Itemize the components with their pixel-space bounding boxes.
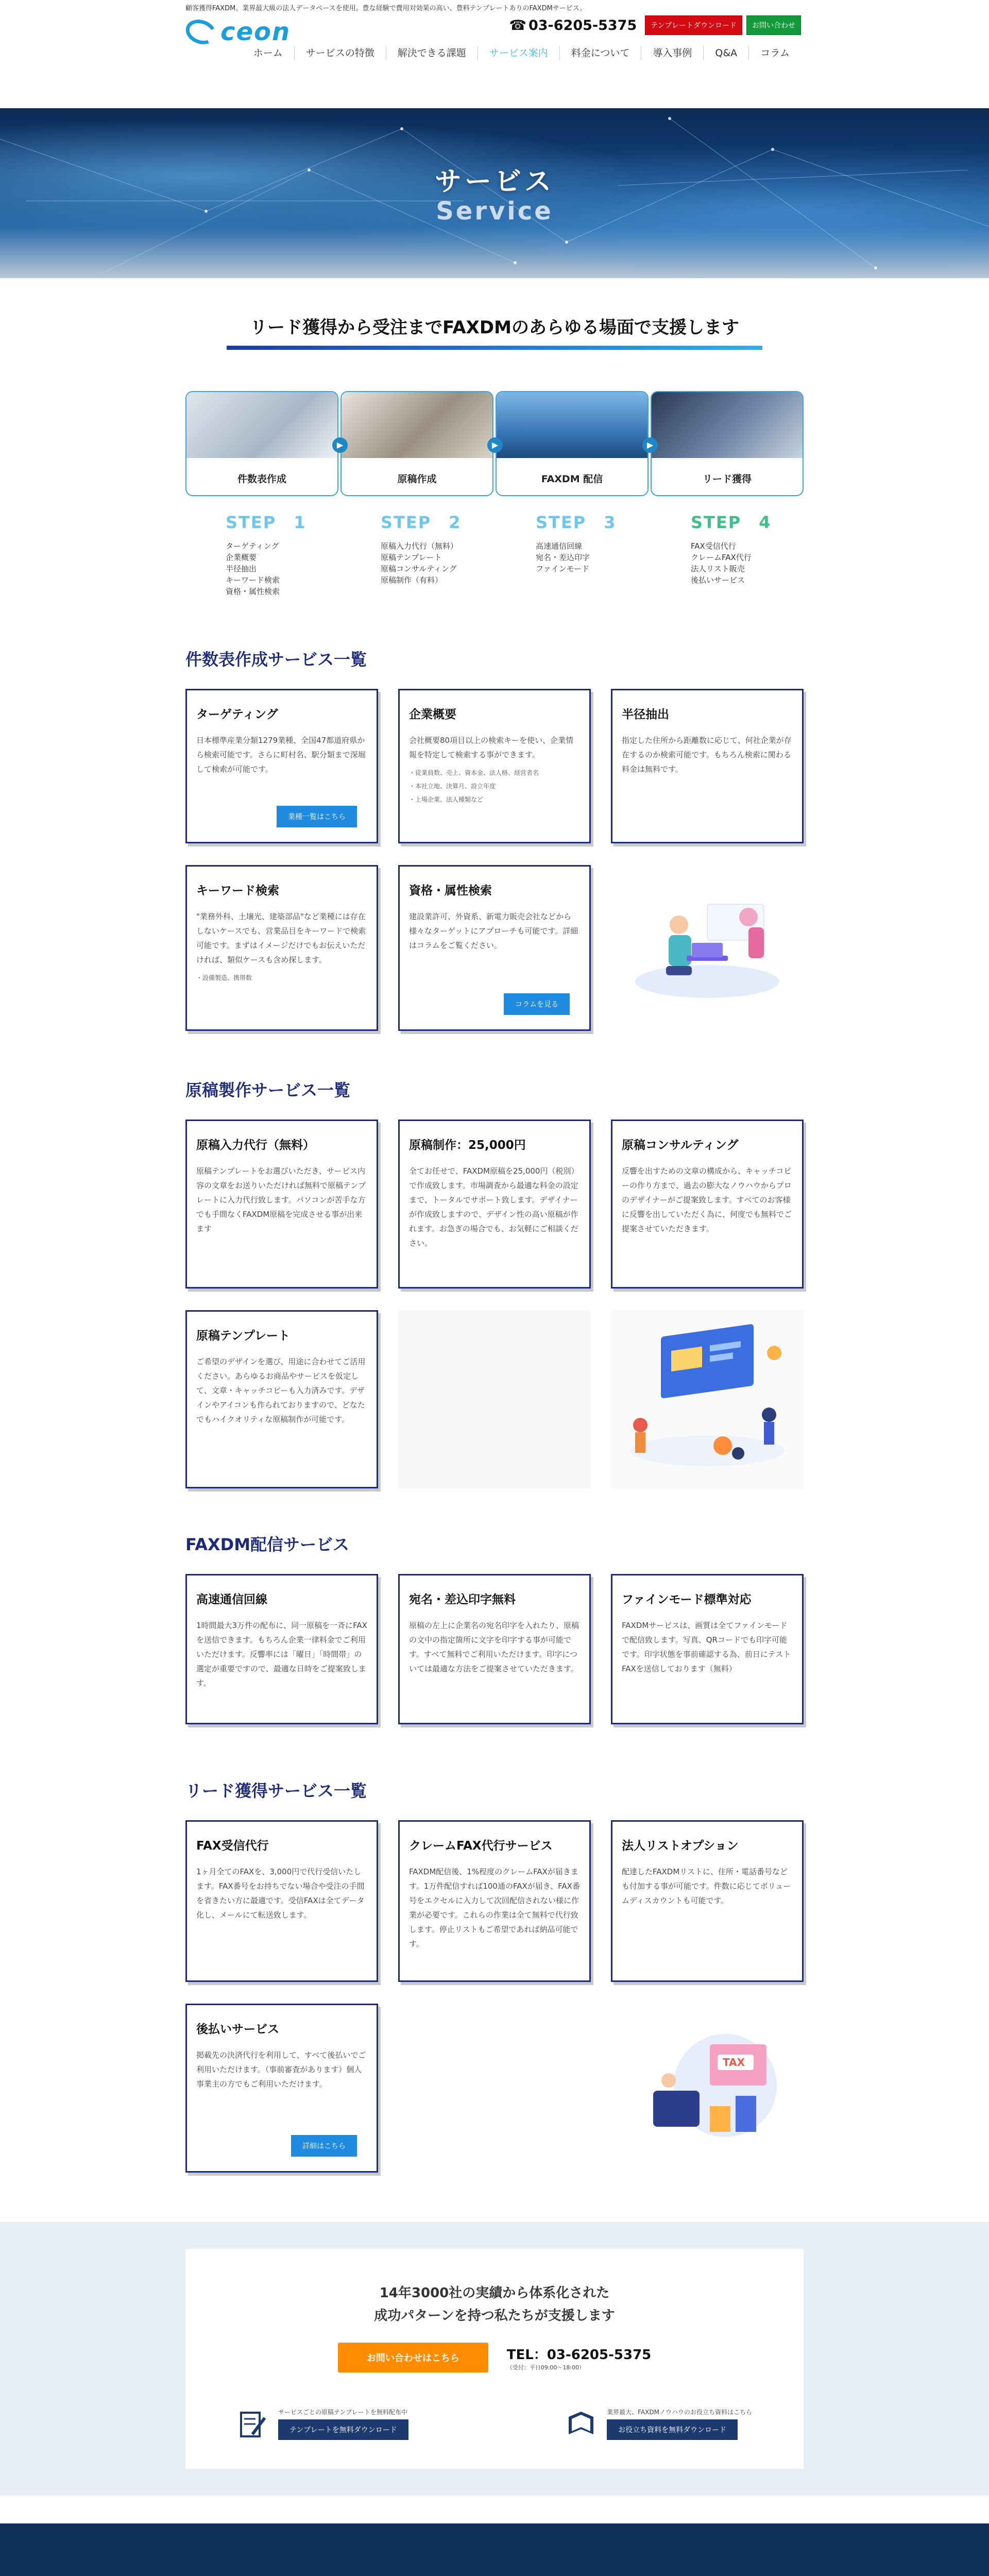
service-card-production (398, 1120, 591, 1289)
card-text: 反響を出すための文章の構成から、キャッチコピーの作り方まで、過去の膨大なノウハウからプロのデザイナーがご提案致します。すべてのお客様に反響を出していただく為に、何度でも無料でご提案させていただきます。 (622, 1166, 792, 1233)
card-title: 半径抽出 (622, 708, 669, 721)
service-card-fine-mode (611, 1574, 804, 1724)
card-text: 1ヶ月全てのFAXを、3,000円で代行受信いたします。FAX番号をお持ちでない場合や受注の手間を省きたい方に最適です。受信FAXは全てデータ化し、メールにて転送致します。 (196, 1867, 365, 1920)
card-title: ファインモード標準対応 (622, 1593, 752, 1606)
card-text: 建設業許可、外資系、新電力販売会社などから様々なターゲットにアプローチも可能です。詳細はコラムをご覧ください。 (409, 912, 578, 950)
hero-title: サービス (434, 166, 554, 197)
footer-nav-col3 (703, 2573, 811, 2576)
site-footer (0, 2523, 989, 2576)
document-chart-photo (186, 392, 337, 458)
service-card-input-proxy (185, 1120, 378, 1289)
footer-link[interactable] (487, 2573, 595, 2576)
card-text: 会社概要80項目以上の検索キーを使い、企業情報を特定して検索する事ができます。 (409, 736, 574, 759)
step-item: ファインモード (536, 564, 590, 573)
section-title: 件数表作成サービス一覧 (185, 650, 367, 669)
card-title: 後払いサービス (196, 2023, 279, 2036)
card-title: 原稿制作：25,000円 (409, 1139, 526, 1152)
contact-box (185, 2249, 804, 2469)
service-card-targeting (185, 689, 378, 843)
step-item: 宛名・差込印字 (536, 553, 590, 562)
step-label: FAXDM 配信 (541, 473, 603, 485)
step-item: 企業概要 (226, 553, 257, 562)
nav-home[interactable]: ホーム (253, 47, 283, 59)
service-card-corporate-list (611, 1820, 804, 1982)
step-item: 原稿コンサルティング (381, 564, 457, 573)
card-text: FAXDMサービスは、画質は全てファインモードで配信致します。写真、QRコードでも印字可能です。印字状態を事前確認する為、前日にテストFAXを送信しております（無料） (622, 1621, 791, 1673)
card-text: FAXDM配信後、1%程度のクレームFAXが届きます。1万件配信すれば100通のFAXが届き、FAX番号をエクセルに入力して次回配信されない様に作業が必要です。これらの作業は全て無料で代行致します。停止リストもご希望であれば納品可能です。 (409, 1867, 580, 1948)
card-title: 高速通信回線 (196, 1593, 267, 1606)
section-title: 原稿製作サービス一覧 (185, 1080, 351, 1100)
service-card-qualification (398, 865, 591, 1031)
contact-heading-line2: 成功パターンを持つ私たちが支援します (374, 2308, 615, 2324)
nav-issues[interactable]: 解決できる課題 (386, 46, 478, 60)
material-download-caption: 業界最大、FAXDMノウハウのお役立ち資料はこちら (607, 2409, 752, 2416)
service-card-fax-reception (185, 1820, 378, 1982)
card-title: 企業概要 (409, 708, 456, 721)
arrow-right-icon: ▶ (642, 437, 658, 453)
service-card-template (185, 1310, 378, 1488)
step-number: STEP 2 (381, 513, 462, 532)
nav-qa[interactable]: Q&A (703, 46, 748, 60)
industry-list-button[interactable]: 業種一覧はこちら (277, 806, 357, 827)
template-download-button[interactable]: テンプレートダウンロード (645, 15, 742, 35)
step-number: STEP 3 (536, 513, 617, 532)
global-nav (242, 46, 801, 60)
contact-heading-line1: 14年3000社の実績から体系化された (379, 2285, 610, 2301)
contact-hours: （受付：平日09:00〜18:00） (506, 2364, 585, 2371)
service-card-keyword (185, 865, 378, 1031)
tax-illustration (611, 2004, 804, 2173)
nav-column[interactable]: コラム (748, 46, 801, 60)
intro-title: リード獲得から受注までFAXDMのあらゆる場面で支援します (250, 317, 739, 338)
material-download-cta[interactable]: お役立ち資料を無料ダウンロード (607, 2419, 738, 2440)
arrow-right-icon: ▶ (487, 437, 503, 453)
step-2 (340, 391, 499, 597)
step-label: 件数表作成 (237, 473, 286, 485)
arrow-right-icon: ▶ (332, 437, 348, 453)
service-card-radius (611, 689, 804, 843)
writing-hand-photo (342, 392, 492, 458)
empty-placeholder (398, 1310, 591, 1488)
nav-cases[interactable]: 導入事例 (641, 46, 703, 60)
section-delivery (185, 1532, 804, 1724)
header-tel[interactable] (509, 18, 637, 33)
logo-icon (182, 15, 219, 48)
card-bullet: ・本社立地、決算月、設立年度 (409, 783, 496, 790)
section-lead (185, 1778, 804, 2173)
contact-tel-number: TEL：03-6205-5375 (506, 2347, 652, 2363)
template-download-block (237, 2408, 408, 2440)
card-title: 宛名・差込印字無料 (409, 1593, 516, 1606)
svg-text:TAX: TAX (723, 2056, 745, 2069)
header-tel-number: 03-6205-5375 (528, 17, 637, 33)
step-item: ターゲティング (226, 541, 279, 551)
person-laptop-illustration (611, 865, 804, 1031)
inquiry-button[interactable]: お問い合わせはこちら (338, 2343, 488, 2372)
book-icon (566, 2410, 596, 2438)
phone-icon: ☎ (509, 17, 526, 33)
nav-services[interactable]: サービス案内 (478, 46, 559, 60)
card-text: "業務外科、土壌光、建築部品"など業種には存在しないケースでも、営業品目をキーワードで検索可能です。まずはイメージだけでもお伝えいただければ、類似ケースも含め探します。 (196, 912, 366, 964)
footer-nav-col2 (595, 2573, 703, 2576)
hero-subtitle: Service (436, 197, 553, 226)
details-button[interactable]: 詳細はこちら (291, 2135, 357, 2157)
contact-band (0, 2222, 989, 2496)
step-item: FAX受信代行 (691, 541, 736, 551)
card-text: 1時間最大3万件の配布に、同一原稿を一斉にFAXを送信できます。もちろん企業一律料金でご利用いただけます。反響率には「曜日」「時間帯」の選定が重要ですので、最適な日時をご提案致します。 (196, 1621, 367, 1688)
step-item: キーワード検索 (226, 575, 280, 585)
card-title: 資格・属性検索 (409, 884, 492, 897)
step-item: 高速通信回線 (536, 541, 583, 551)
card-bullet: ・設備製造、携帯数 (196, 974, 252, 981)
card-bullet: ・上場企業、法人種類など (409, 796, 484, 803)
card-title: 原稿コンサルティング (622, 1139, 739, 1152)
step-4 (651, 391, 804, 597)
card-title: キーワード検索 (196, 884, 279, 897)
contact-tel[interactable] (507, 2344, 652, 2371)
card-title: 法人リストオプション (622, 1839, 739, 1853)
card-text: 掲載先の決済代行を利用して、すべて後払いでご利用いただけます。（事前審査があります）個人事業主の方でもご利用いただけます。 (196, 2050, 366, 2089)
column-button[interactable]: コラムを見る (504, 993, 570, 1015)
contact-button[interactable]: お問い合わせ (746, 15, 801, 35)
card-title: ターゲティング (196, 708, 278, 721)
step-item: 原稿入力代行（無料） (381, 541, 458, 551)
section-title: リード獲得サービス一覧 (185, 1781, 367, 1801)
footer-link[interactable] (703, 2573, 811, 2576)
step-number: STEP 4 (691, 513, 772, 532)
dashboard-team-illustration (611, 1310, 804, 1488)
card-text: 日本標準産業分類1279業種、全国47都道府県から検索可能です。さらに町村名、駅分類まで深堀して検索が可能です。 (196, 736, 366, 774)
template-download-caption: サービスごとの原稿テンプレートを無料配布中 (278, 2409, 407, 2416)
step-3 (496, 391, 654, 597)
site-logo[interactable] (185, 18, 291, 46)
section-manuscript (185, 1077, 804, 1488)
document-pen-icon (237, 2410, 268, 2438)
step-item: 法人リスト販売 (691, 564, 745, 573)
section-list-creation (185, 647, 804, 1031)
step-label: リード獲得 (702, 473, 752, 485)
card-text: ご希望のデザインを選び、用途に合わせてご活用ください。あらゆるお商品やサービスを仮定して、文章・キャッチコピーも入力済みです。デザインやアイコンも作られておりますので、どなたでもハイクオリティな原稿制作が可能です。 (196, 1357, 366, 1424)
handshake-photo (652, 392, 803, 458)
card-bullet: ・従業員数、売上、資本金、法人格、経営者名 (409, 769, 539, 776)
nav-features[interactable]: サービスの特徴 (294, 46, 386, 60)
card-text: 原稿の左上に企業名の宛名印字を入れたり、原稿の文中の指定箇所に文字を印字する事が可能です。すべて無料でご利用いただけます。印字については最適な方法をご提案させていただきます。 (409, 1621, 579, 1673)
step-item: 資格・属性検索 (226, 587, 280, 596)
step-flow (185, 391, 804, 597)
card-text: 全てお任せで、FAXDM原稿を25,000円（税別）で作成致します。市場調査から最適な料金の設定まで、トータルでサポート致します。デザイナーが作成致しますので、デザイン性の高い原稿が作れます。お急ぎの場合でも、お気軽にご相談ください。 (409, 1166, 579, 1248)
nav-pricing[interactable]: 料金について (559, 46, 641, 60)
city-skyline-photo (497, 392, 647, 458)
card-text: 配達したFAXDMリストに、住所・電話番号なども付加する事が可能です。件数に応じてボリュームディスカウントも可能です。 (622, 1867, 791, 1905)
step-item: クレームFAX代行 (691, 553, 752, 562)
step-item: 原稿制作（有料） (381, 575, 443, 585)
card-text: 原稿テンプレートをお選びいただき、サービス内容の文章をお送りいただければ無料で原稿テンプレートに入力代行致します。パソコンが苦手な方でも手間なくFAXDM原稿を完成させる事が出来ます (196, 1166, 366, 1233)
footer-link[interactable] (595, 2573, 703, 2576)
card-title: FAX受信代行 (196, 1839, 269, 1853)
card-text: 指定した住所から距離数に応じて、何社企業が存在するのか検索可能です。もちろん検索に関わる料金は無料です。 (622, 736, 792, 774)
step-1 (185, 391, 344, 597)
header-tagline: 顧客獲得FAXDM。業界最大級の法人データベースを使用。豊な経験で費用対効果の高い、豊料テンプレートありのFAXDMサービス。 (185, 5, 587, 12)
intro-underline (227, 346, 762, 350)
service-card-company-profile (398, 689, 591, 843)
section-title: FAXDM配信サービス (185, 1535, 350, 1554)
site-header (0, 11, 989, 63)
service-card-deferred-payment (185, 2004, 378, 2173)
material-download-block (566, 2408, 752, 2440)
service-card-address-print (398, 1574, 591, 1724)
step-label: 原稿作成 (397, 473, 437, 485)
step-item: 半径抽出 (226, 564, 257, 573)
card-title: クレームFAX代行サービス (409, 1839, 553, 1853)
service-card-claim-fax (398, 1820, 591, 1982)
service-card-consulting (611, 1120, 804, 1289)
template-download-cta[interactable]: テンプレートを無料ダウンロード (278, 2419, 408, 2440)
card-title: 原稿入力代行（無料） (196, 1139, 315, 1152)
card-title: 原稿テンプレート (196, 1329, 290, 1343)
empty-placeholder (398, 2004, 591, 2173)
hero-banner (0, 108, 989, 278)
step-item: 後払いサービス (691, 575, 745, 585)
step-item: 原稿テンプレート (381, 553, 442, 562)
logo-text: ceon (220, 18, 291, 46)
step-number: STEP 1 (226, 513, 306, 532)
service-card-high-speed (185, 1574, 378, 1724)
footer-nav-col1 (487, 2573, 595, 2576)
